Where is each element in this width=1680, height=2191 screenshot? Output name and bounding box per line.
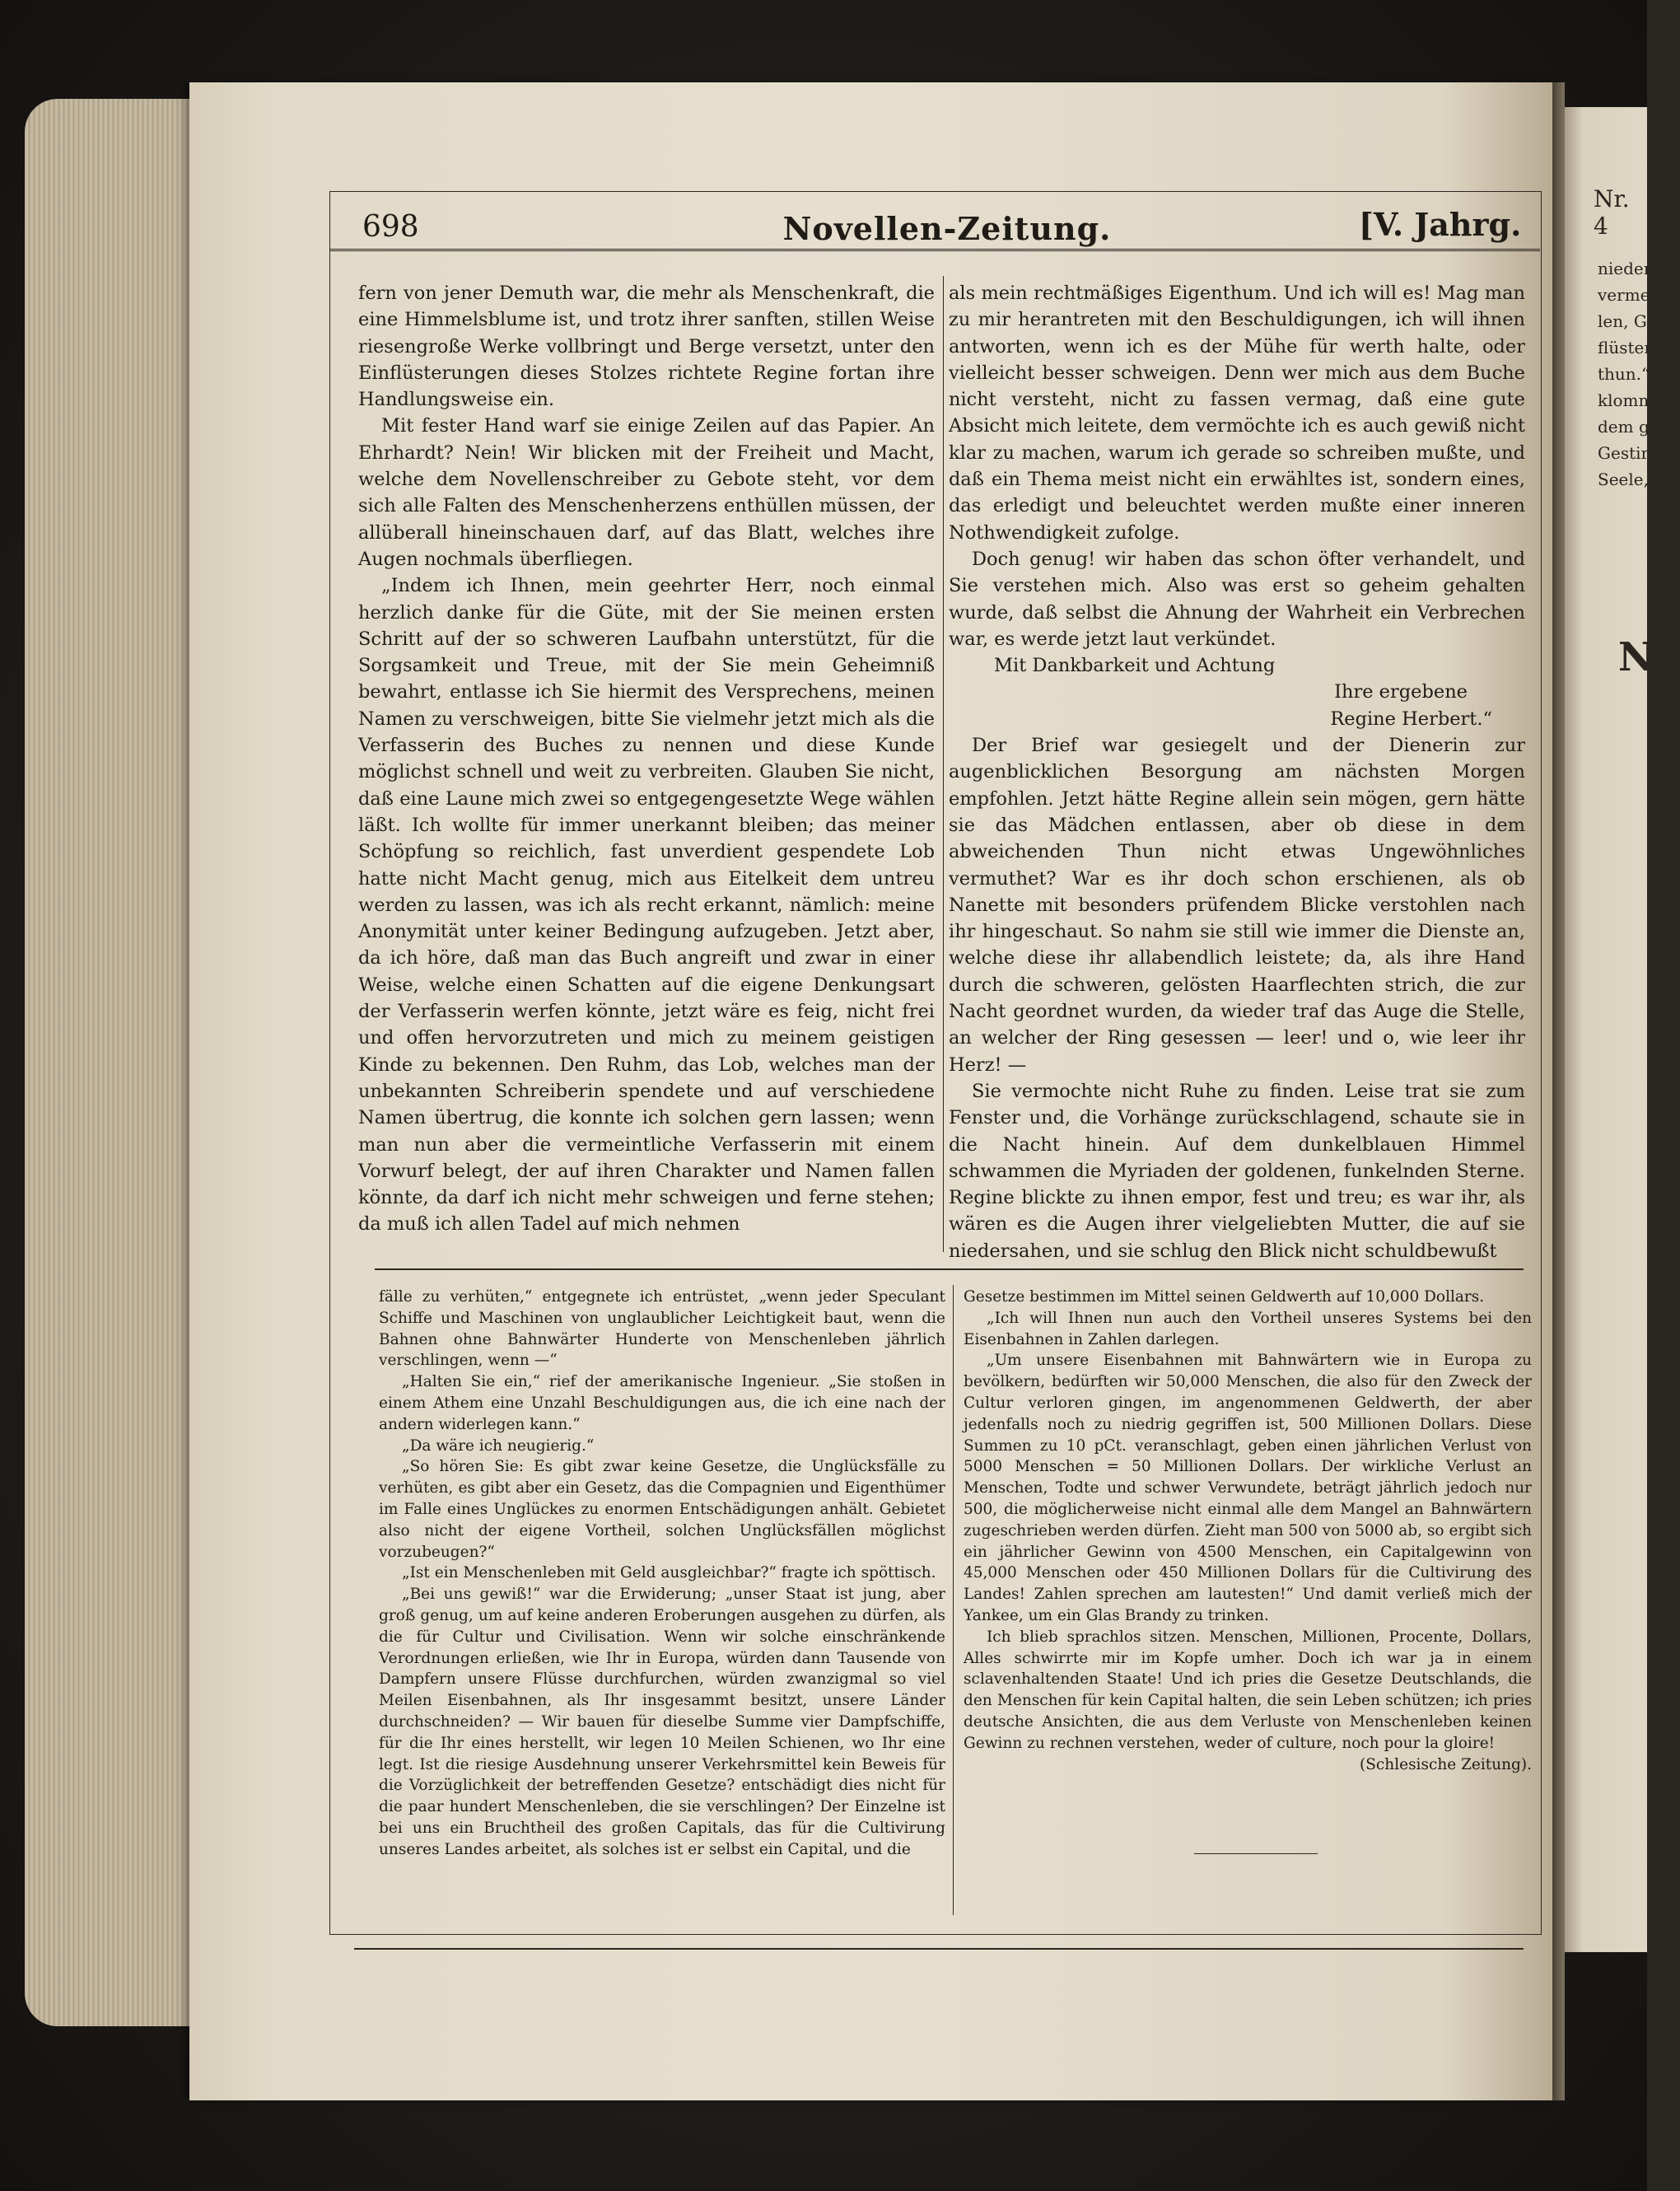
paragraph: Mit fester Hand warf sie einige Zeilen auf das Papier. An Ehrhardt? Nein! Wir blicken mit der Freiheit und Macht, welche dem Novellenschreiber zu Gebote steht, vor dem sich alle Falten des Menschenherzens enthüllen müssen, der allüberall hineinschauen darf, auf das Blatt, welches ihre Augen nochmals überfliegen.: [358, 415, 935, 570]
paragraph: „Ich will Ihnen nun auch den Vortheil unseres Systems bei den Eisenbahnen in Zahlen darlegen.: [964, 1309, 1532, 1348]
paragraph: Sie vermochte nicht Ruhe zu finden. Leise trat sie zum Fenster und, die Vorhänge zurückschlagend, schaute sie in die Nacht hinein. Auf dem dunkelblauen Himmel schwammen die Myriaden der goldenen, funkelnden Sterne. Regine blickte zu ihnen empor, fest und treu; es war ihr, als wären es die Augen ihrer vielgeliebten Mutter, die auf sie niedersahen, und sie schlug den Blick nicht schuldbewußt: [949, 1080, 1525, 1262]
column-divider: [953, 1285, 954, 1915]
upper-right-column: [949, 280, 1525, 1264]
facing-page-line: thun.“: [1598, 364, 1650, 384]
end-rule: [1194, 1853, 1318, 1854]
facing-page-line: flüsterte: [1598, 338, 1668, 357]
column-divider: [943, 276, 944, 1252]
paragraph: fälle zu verhüten,“ entgegnete ich entrüstet, „wenn jeder Speculant Schiffe und Maschinen von unglaublicher Leichtigkeit baut, wenn die Bahnen ohne Bahnwärter Hunderte von Menschenleben jährlich verschlingen, wenn —“: [379, 1288, 945, 1370]
header-rule: [329, 249, 1540, 251]
facing-page-header: Nr. 4: [1594, 185, 1630, 240]
facing-page-text: [1598, 189, 1674, 493]
facing-page-line: dem göt: [1598, 417, 1666, 437]
paragraph: „Ist ein Menschenleben mit Geld ausgleichbar?“ fragte ich spöttisch.: [402, 1564, 936, 1582]
paragraph: Doch genug! wir haben das schon öfter verhandelt, und Sie verstehen mich. Also was erst so geheim gehalten wurde, daß selbst die Ahnung der Wahrheit ein Verbrechen war, es werde jetzt laut verkündet.: [949, 548, 1525, 650]
source-citation: (Schlesische Zeitung).: [1360, 1755, 1532, 1773]
upper-left-column: [358, 280, 935, 1238]
paragraph: „Bei uns gewiß!“ war die Erwiderung; „unser Staat ist jung, aber groß genug, um auf keine anderen Eroberungen ausgehen zu dürfen, als die für Cultur und Civilisation. Wenn wir solche einschränkende Verordnungen erließen, wie Ihr in Europa, würden dann Tausende von Dampfern unsere Flüsse durchfurchen, würden zwanzigmal so viel Meilen Eisenbahnen, als Ihr insgesammt besitzt, unsere Länder durchschneiden? — Wir bauen für dieselbe Summe vier Dampfschiffe, für die Ihr eines herstellt, wir legen 10 Meilen Schienen, wo Ihr eine legt. Ist die riesige Ausdehnung unserer Verkehrsmittel kein Beweis für die Vorzüglichkeit der betreffenden Gesetze? entschädigt dies nicht für die paar hundert Menschenleben, die sie verschlingen? Der Einzelne ist bei uns ein Bruchtheil des großen Capitals, das für die Cultivirung unseres Landes arbeitet, als solches ist er selbst ein Capital, und die: [379, 1586, 945, 1858]
paragraph: „Um unsere Eisenbahnen mit Bahnwärtern wie in Europa zu bevölkern, bedürften wir 50,000 Menschen, die also für den Zweck der Cultur verloren gingen, im angenommenen Geldwerth, der aber jedenfalls noch zu niedrig gegriffen ist, 500 Millionen Dollars. Diese Summen zu 10 pCt. veranschlagt, geben einen jährlichen Verlust von 5000 Menschen = 50 Millionen Dollars. Der wirkliche Verlust an Menschen, Todte und schwer Verwundete, beträgt jährlich jedoch nur 500, die möglicherweise nicht einmal alle dem Mangel an Bahnwärtern zugeschrieben werden dürfen. Zieht man 500 von 5000 ab, so ergibt sich ein jährlicher Gewinn von 4500 Menschen, ein Capitalgewinn von 45,000 Menschen oder 450 Millionen Dollars für die Cultivirung des Landes! Zahlen sprechen am lautesten!“ Und damit verließ mich der Yankee, um ein Glas Brandy zu trinken.: [964, 1352, 1532, 1624]
journal-title: Novellen-Zeitung.: [782, 210, 1112, 247]
paragraph: „So hören Sie: Es gibt zwar keine Gesetze, die Unglücksfälle zu verhüten, es gibt aber ein Gesetz, das die Compagnien und Eigenthümer im Falle eines Unglückes zu enormen Entschädigungen anhält. Gebietet also nicht der eigene Vortheil, solchen Unglücksfällen möglichst vorzubeugen?“: [379, 1458, 945, 1561]
letter-signature-name: Regine Herbert.“: [1330, 708, 1492, 730]
facing-page-line: klommen: [1598, 390, 1675, 410]
paragraph: „Halten Sie ein,“ rief der amerikanische Ingenieur. „Sie stoßen in einem Athem eine Unzahl Beschuldigungen aus, die ich eine nach der andern widerlegen kann.“: [379, 1373, 945, 1433]
section-rule: [375, 1268, 1524, 1270]
paragraph: fern von jener Demuth war, die mehr als Menschenkraft, die eine Himmelsblume ist, und trotz ihrer sanften, stillen Weise riesengroße Werke vollbringt und Berge versetzt, unter den Einflüsterungen dieses Stolzes richtete Regine fortan ihre Handlungsweise ein.: [358, 283, 935, 411]
facing-page-line: vermeid: [1598, 285, 1666, 305]
facing-page-line: len, Gu: [1598, 311, 1658, 331]
facing-page-line: Gestirne: [1598, 443, 1669, 463]
facing-page-heading: Na: [1618, 634, 1680, 680]
letter-signature-line: Ihre ergebene: [1334, 681, 1468, 703]
footer-rule: [354, 1948, 1524, 1950]
facing-page-line: nieder.: [1598, 259, 1655, 278]
paragraph: Gesetze bestimmen im Mittel seinen Geldwerth auf 10,000 Dollars.: [964, 1288, 1485, 1306]
volume-label: [V. Jahrg.: [1359, 206, 1522, 243]
paragraph: „Indem ich Ihnen, mein geehrter Herr, noch einmal herzlich danke für die Güte, mit der Sie meinen ersten Schritt auf der so schweren Laufbahn unterstützt, für die Sorgsamkeit und Treue, mit der Sie mein Geheimniß bewahrt, entlasse ich Sie hiermit des Versprechens, meinen Namen zu verschweigen, bitte Sie vielmehr jetzt mich als die Verfasserin des Buches zu nennen und diese Kunde möglichst schnell und weit zu verbreiten. Glauben Sie nicht, daß eine Laune mich zwei so entgegengesetzte Wege wählen läßt. Ich wollte für immer unerkannt bleiben; das meiner Schöpfung so reichlich, fast unverdient gespendete Lob hatte nicht Macht genug, mich aus Eitelkeit dem untreu werden zu lassen, was ich als recht erkannt, nämlich: meine Anonymität unter keiner Bedingung aufzugeben. Jetzt aber, da ich höre, daß man das Buch angreift und zwar in einer Weise, welche einen Schatten auf die eigene Denkungsart der Verfasserin werfen könnte, jetzt wäre es feig, nicht frei und offen hervorzutreten und mich zu meinem geistigen Kinde zu bekennen. Den Ruhm, das Lob, welches man der unbekannten Schreiberin spendete und auf verschiedene Namen übertrug, die konnte ich solchen gern lassen; wenn man nun aber die vermeintliche Verfasserin mit einem Vorwurf belegt, der auf ihren Charakter und Namen fallen könnte, da darf ich nicht mehr schweigen und ferne stehen; da muß ich allen Tadel auf mich nehmen: [358, 575, 935, 1236]
facing-page-line: Seele, l: [1598, 470, 1659, 489]
paragraph: „Da wäre ich neugierig.“: [402, 1437, 595, 1455]
lower-left-column: [379, 1287, 945, 1861]
paragraph: Ich blieb sprachlos sitzen. Menschen, Millionen, Procente, Dollars, Alles schwirrte mir im Kopfe umher. Doch ich war ja in einem sclavenhaltenden Staate! Und ich pries die Gesetze Deutschlands, die den Menschen für kein Capital halten, die sein Leben schützen; ich pries deutsche Ansichten, die aus dem Verluste von Menschenleben keinen Gewinn zu rechnen verstehen, weder of culture, noch pour la gloire!: [964, 1628, 1532, 1752]
lower-right-column: [964, 1287, 1532, 1775]
paragraph: Der Brief war gesiegelt und der Dienerin zur augenblicklichen Besorgung am nächsten Morgen empfohlen. Jetzt hätte Regine allein sein mögen, gern hätte sie das Mädchen entlassen, aber ob diese in dem abweichenden Thun nicht etwas Ungewöhnliches vermuthet? War es ihr doch schon erschienen, als ob Nanette mit besonders prüfendem Blicke verstohlen nach ihr hingeschaut. So nahm sie still wie immer die Dienste an, welche diese ihr allabendlich leistete; da, als ihre Hand durch die schweren, gelösten Haarflechten strich, die zur Nacht geordnet wurden, da wieder traf das Auge die Stelle, an welcher der Ring gesessen — leer! und o, wie leer ihr Herz! —: [949, 735, 1525, 1076]
page-number: 698: [362, 210, 419, 244]
paragraph: als mein rechtmäßiges Eigenthum. Und ich will es! Mag man zu mir herantreten mit den Beschuldigungen, ich will ihnen antworten, wenn ich es der Mühe für werth halte, oder vielleicht besser schweigen. Denn wer mich aus dem Buche nicht versteht, nicht zu fassen vermag, daß eine gute Absicht mich leitete, dem vermöchte ich es auch gewiß nicht klar zu machen, warum ich gerade so schreiben mußte, und daß ein Thema meist nicht ein erwähltes ist, sondern eines, das erledigt und beleuchtet werden mußte einer inneren Nothwendigkeit zufolge.: [949, 283, 1525, 544]
letter-closing: Mit Dankbarkeit und Achtung: [994, 655, 1276, 677]
